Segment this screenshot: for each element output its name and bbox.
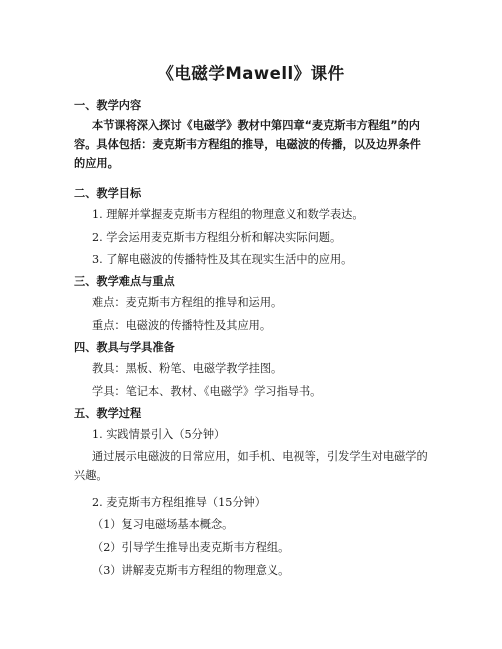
process-step-2: 2. 麦克斯韦方程组推导（15分钟） bbox=[92, 496, 266, 509]
heading-process: 五、教学过程 bbox=[74, 407, 142, 420]
learning-aids-item: 学具：笔记本、教材、《电磁学》学习指导书。 bbox=[92, 385, 322, 398]
process-substep-3: （3）讲解麦克斯韦方程组的物理意义。 bbox=[92, 564, 290, 577]
document-title: 《电磁学Mawell》课件 bbox=[157, 64, 345, 83]
process-substep-2: （2）引导学生推导出麦克斯韦方程组。 bbox=[92, 541, 290, 554]
heading-teaching-goals: 二、教学目标 bbox=[74, 187, 142, 200]
heading-teaching-content: 一、教学内容 bbox=[74, 99, 142, 112]
heading-materials: 四、教具与学具准备 bbox=[74, 341, 175, 354]
process-step-1: 1. 实践情景引入（5分钟） bbox=[92, 428, 226, 441]
teaching-content-paragraph: 本节课将深入探讨《电磁学》教材中第四章“麦克斯韦方程组”的内容。具体包括：麦克斯韦方程组的推导，电磁波的传播，以及边界条件的应用。 bbox=[74, 119, 421, 170]
teaching-aids-item: 教具：黑板、粉笔、电磁学教学挂图。 bbox=[92, 362, 283, 375]
heading-difficulties: 三、教学难点与重点 bbox=[74, 275, 175, 288]
key-point-item: 重点：电磁波的传播特性及其应用。 bbox=[92, 319, 272, 332]
process-step-1-paragraph: 通过展示电磁波的日常应用，如手机、电视等，引发学生对电磁学的兴趣。 bbox=[74, 450, 428, 482]
goal-item-1: 1. 理解并掌握麦克斯韦方程组的物理意义和数学表达。 bbox=[92, 208, 364, 221]
process-substep-1: （1）复习电磁场基本概念。 bbox=[92, 518, 234, 531]
difficulty-item: 难点：麦克斯韦方程组的推导和运用。 bbox=[92, 296, 283, 309]
goal-item-2: 2. 学会运用麦克斯韦方程组分析和解决实际问题。 bbox=[92, 231, 342, 244]
goal-item-3: 3. 了解电磁波的传播特性及其在现实生活中的应用。 bbox=[92, 253, 353, 266]
